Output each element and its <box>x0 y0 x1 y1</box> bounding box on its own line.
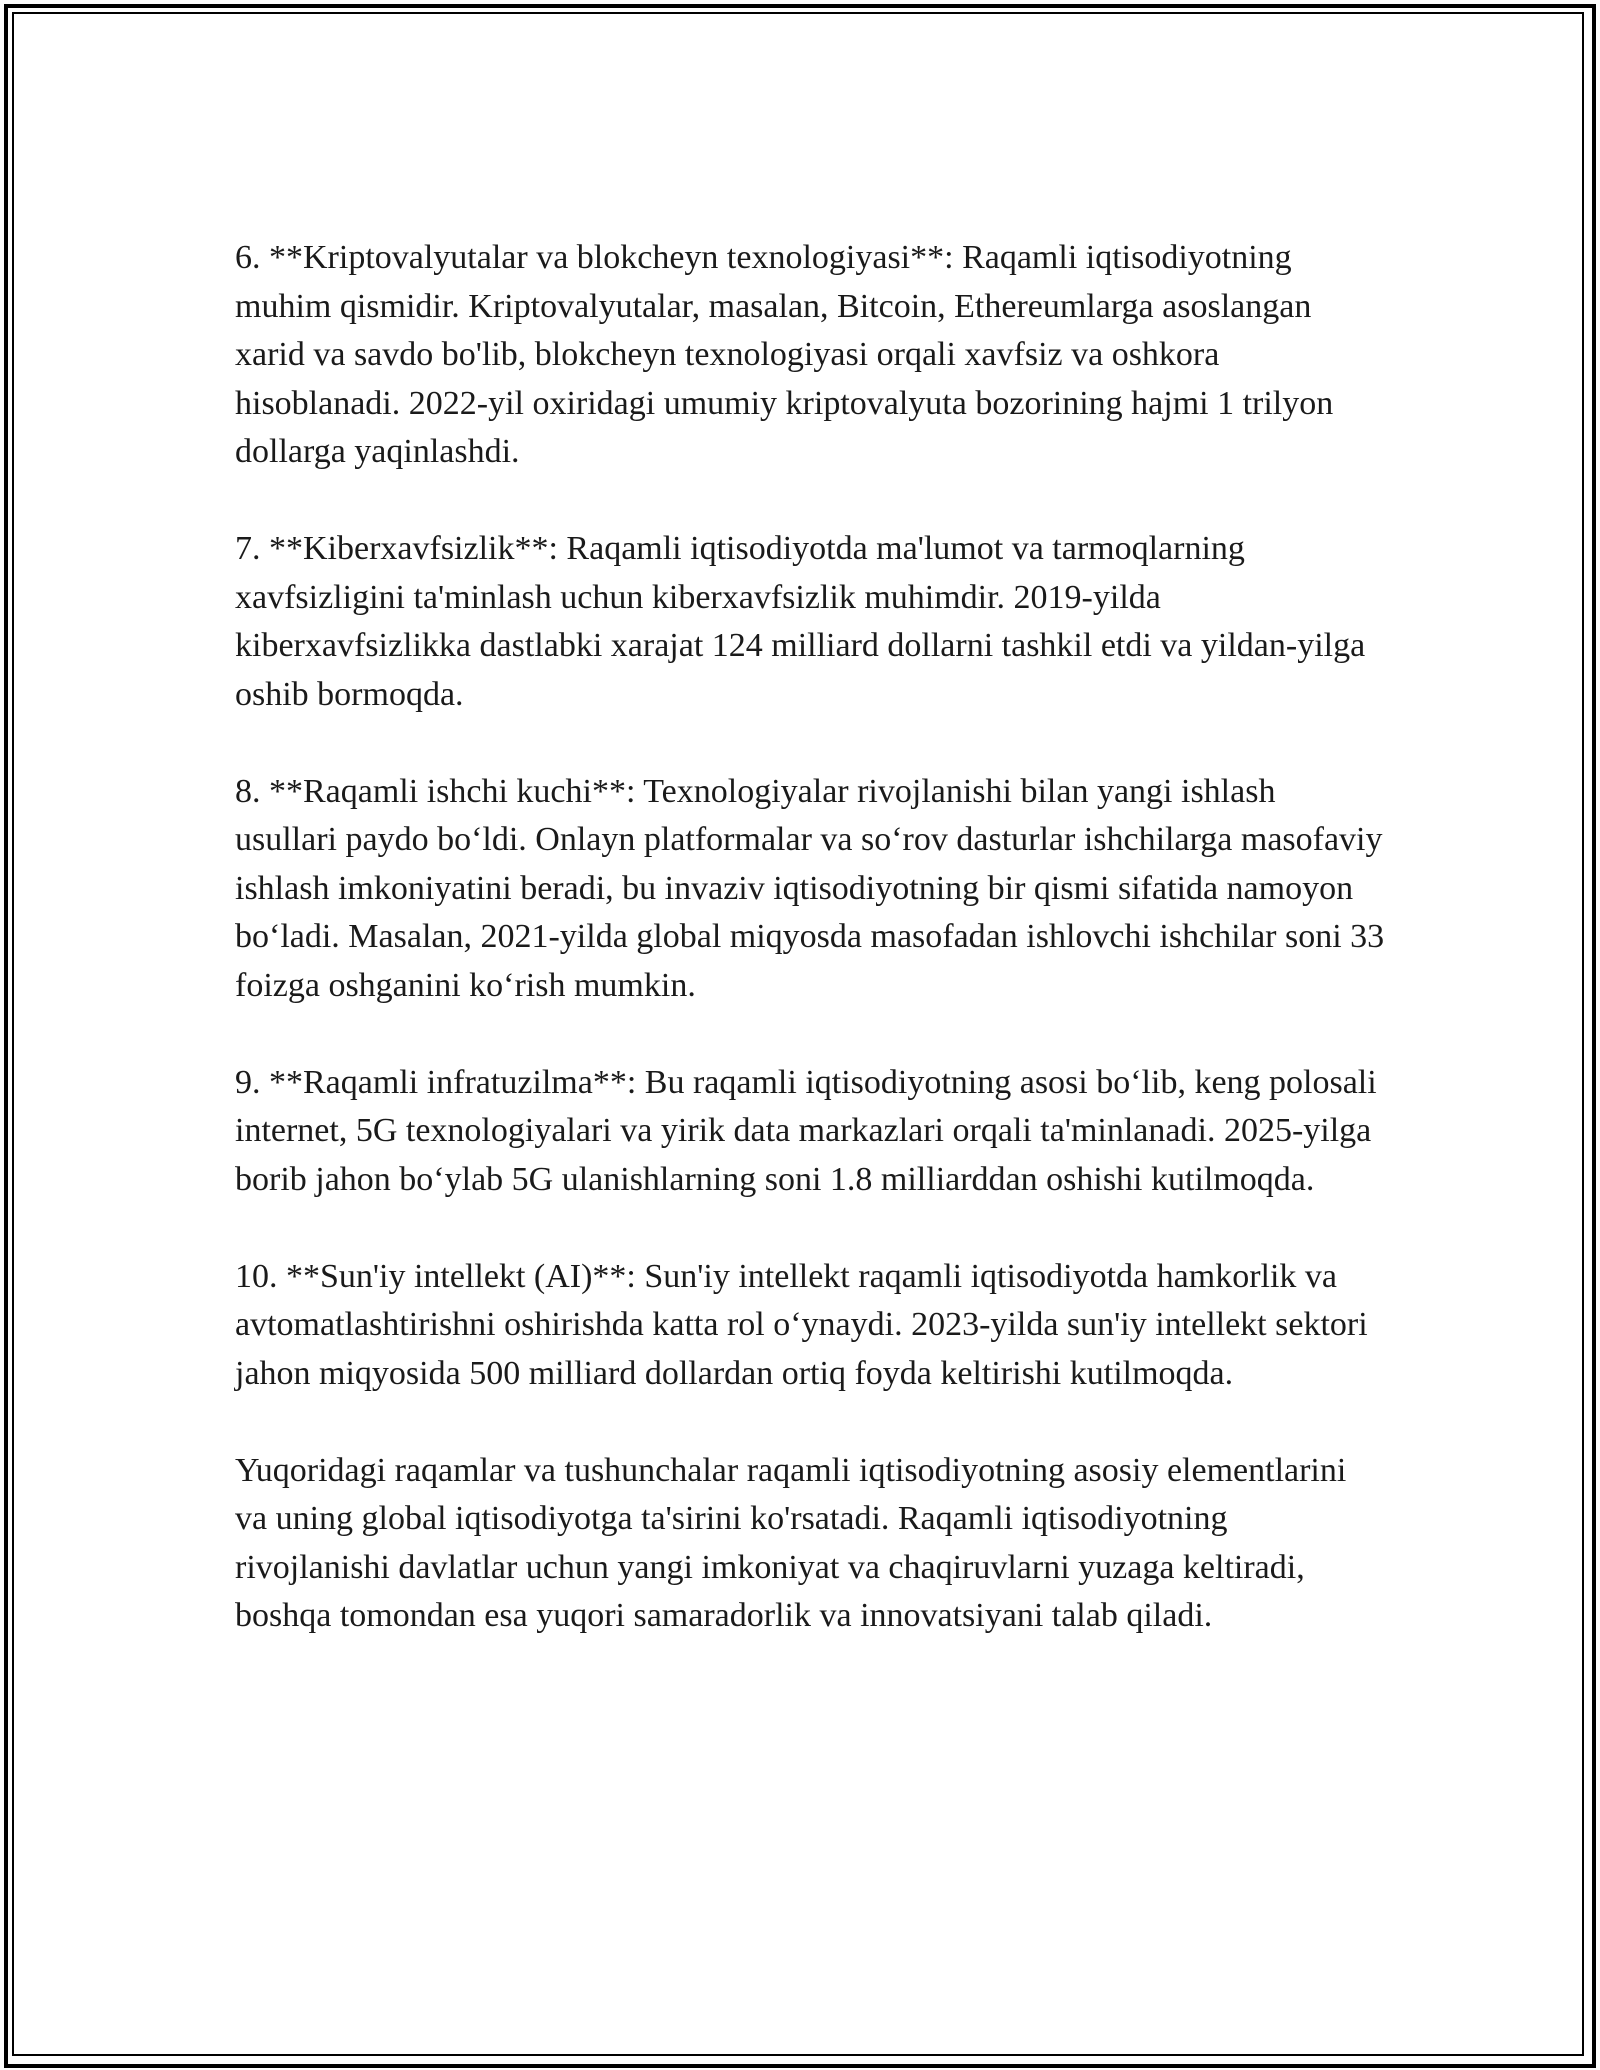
document-body <box>235 234 1385 1689</box>
paragraph-cybersecurity: 7. **Kiberxavfsizlik**: Raqamli iqtisodiyotda ma'lumot va tarmoqlarning xavfsizligini ta'minlash uchun kiberxavfsizlik muhimdir. 2019-yilda kiberxavfsizlikka dastlabki xarajat 124 milliard dollarni tashkil etdi va yildan-yilga oshib bormoqda. <box>235 530 1366 713</box>
paragraph-artificial-intelligence: 10. **Sun'iy intellekt (AI)**: Sun'iy intellekt raqamli iqtisodiyotda hamkorlik va avtomatlashtirishni oshirishda katta rol o‘ynaydi. 2023-yilda sun'iy intellekt sektori jahon miqyosida 500 milliard dollardan ortiq foyda keltirishi kutilmoqda. <box>235 1257 1368 1392</box>
paragraph-digital-infrastructure: 9. **Raqamli infratuzilma**: Bu raqamli iqtisodiyotning asosi bo‘lib, keng polosali internet, 5G texnologiyalari va yirik data markazlari orqali ta'minlanadi. 2025-yilga borib jahon bo‘ylab 5G ulanishlarning soni 1.8 milliarddan oshishi kutilmoqda. <box>235 1063 1377 1198</box>
paragraph-conclusion: Yuqoridagi raqamlar va tushunchalar raqamli iqtisodiyotning asosiy elementlarini va uning global iqtisodiyotga ta'sirini ko'rsatadi. Raqamli iqtisodiyotning rivojlanishi davlatlar uchun yangi imkoniyat va chaqiruvlarni yuzaga keltiradi, boshqa tomondan esa yuqori samaradorlik va innovatsiyani talab qiladi. <box>235 1451 1347 1634</box>
paragraph-digital-workforce: 8. **Raqamli ishchi kuchi**: Texnologiyalar rivojlanishi bilan yangi ishlash usullari paydo bo‘ldi. Onlayn platformalar va so‘rov dasturlar ishchilarga masofaviy ishlash imkoniyatini beradi, bu invaziv iqtisodiyotning bir qismi sifatida namoyon bo‘ladi. Masalan, 2021-yilda global miqyosda masofadan ishlovchi ishchilar soni 33 foizga oshganini ko‘rish mumkin. <box>235 772 1385 1004</box>
paragraph-crypto-blockchain: 6. **Kriptovalyutalar va blokcheyn texnologiyasi**: Raqamli iqtisodiyotning muhim qismidir. Kriptovalyutalar, masalan, Bitcoin, Ethereumlarga asoslangan xarid va savdo bo'lib, blokcheyn texnologiyasi orqali xavfsiz va oshkora hisoblanadi. 2022-yil oxiridagi umumiy kriptovalyuta bozorining hajmi 1 trilyon dollarga yaqinlashdi. <box>235 239 1334 470</box>
